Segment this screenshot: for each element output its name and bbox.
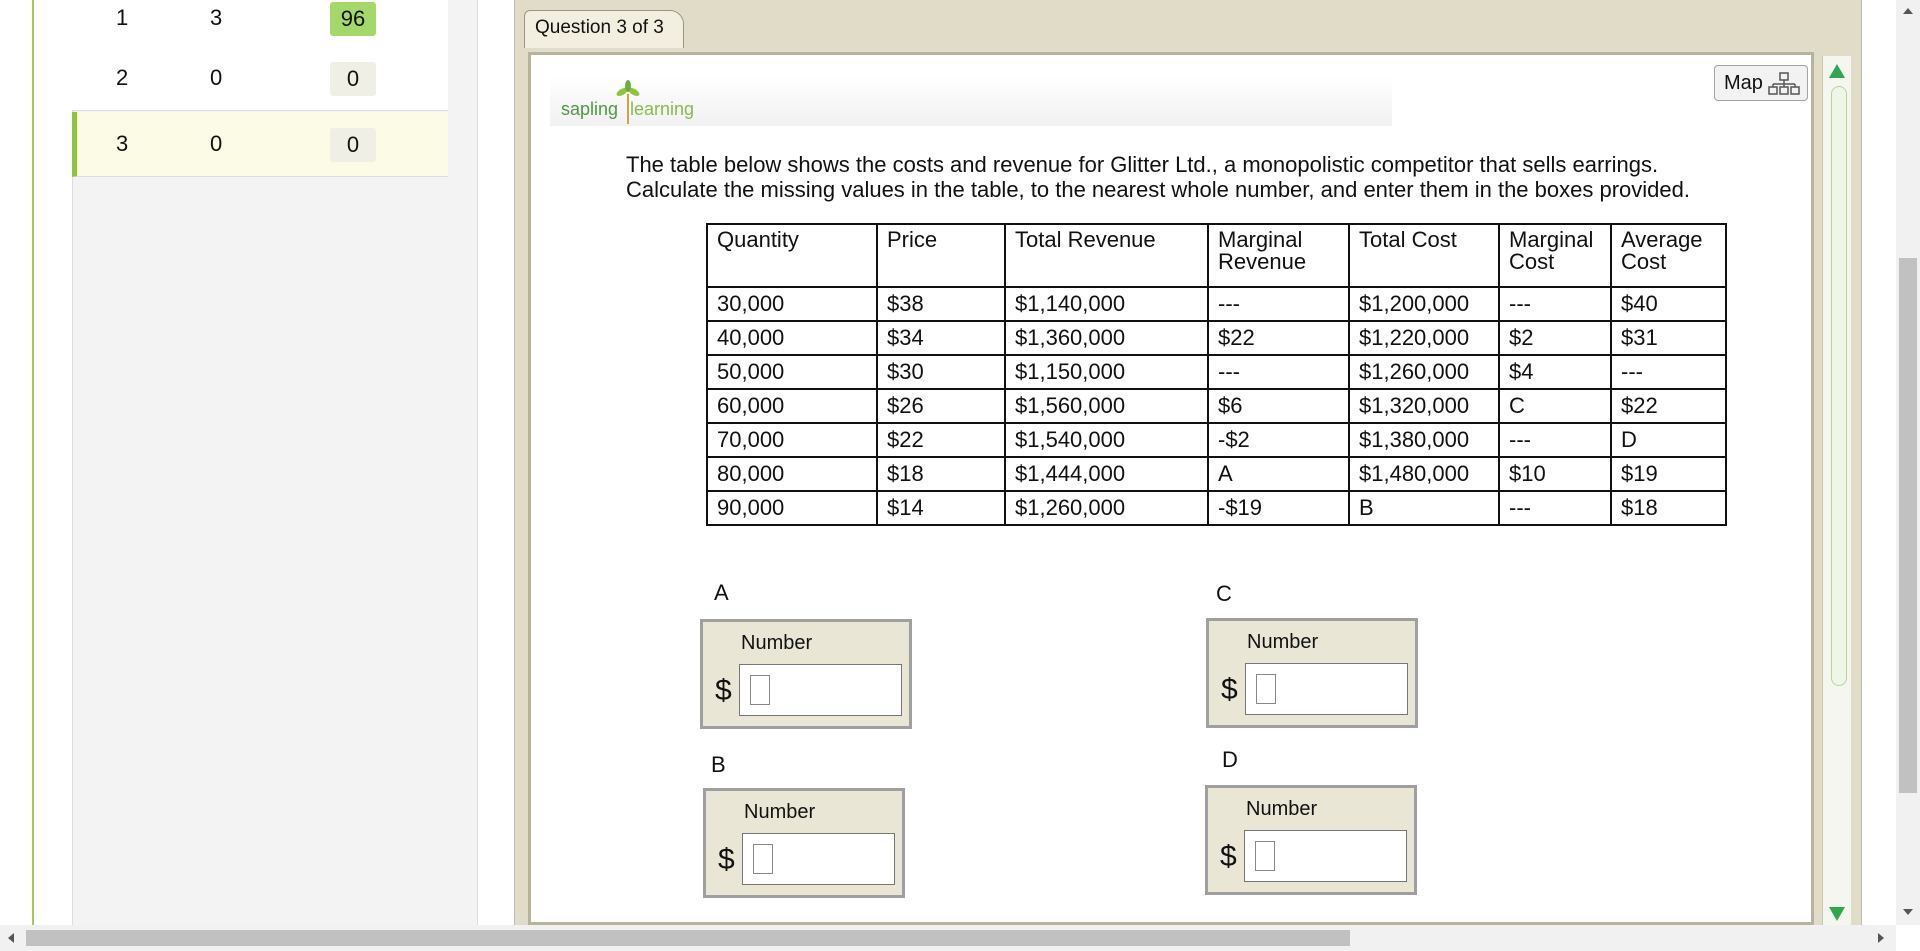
table-row <box>707 423 1726 457</box>
answer-b-label: B <box>711 752 726 777</box>
cost-revenue-table <box>706 223 1727 526</box>
answer-d-input[interactable] <box>1244 830 1407 882</box>
table-cell: 60,000 <box>707 389 877 423</box>
answer-d-box <box>1205 785 1417 895</box>
table-cell: -$19 <box>1208 491 1349 525</box>
table-cell: $1,260,000 <box>1349 355 1499 389</box>
table-cell: $19 <box>1611 457 1726 491</box>
table-cell: $6 <box>1208 389 1349 423</box>
question-tab[interactable]: Question 3 of 3 <box>524 10 684 48</box>
table-cell: $1,320,000 <box>1349 389 1499 423</box>
table-cell: $40 <box>1611 287 1726 321</box>
prompt-line-1: The table below shows the costs and revenue for Glitter Ltd., a monopolistic competitor that sells earrings. <box>626 152 1659 177</box>
table-cell: $1,150,000 <box>1005 355 1208 389</box>
table-cell: --- <box>1208 287 1349 321</box>
table-cell: $1,480,000 <box>1349 457 1499 491</box>
table-cell: $30 <box>877 355 1005 389</box>
table-cell: $38 <box>877 287 1005 321</box>
question-list-row-3[interactable] <box>72 112 448 177</box>
table-row <box>707 389 1726 423</box>
row-score-badge: 0 <box>330 128 376 162</box>
table-row <box>707 321 1726 355</box>
table-cell: $1,200,000 <box>1349 287 1499 321</box>
table-cell: --- <box>1499 423 1611 457</box>
scroll-down-arrow-icon[interactable] <box>1903 909 1913 915</box>
table-row <box>707 491 1726 525</box>
table-cell: $1,444,000 <box>1005 457 1208 491</box>
header-marginal-cost: Marginal Cost <box>1499 224 1611 287</box>
table-row <box>707 355 1726 389</box>
answer-c-box <box>1206 618 1418 728</box>
answer-c-input[interactable] <box>1245 663 1408 715</box>
table-cell: $1,140,000 <box>1005 287 1208 321</box>
header-price: Price <box>877 224 1005 287</box>
header-total-revenue: Total Revenue <box>1005 224 1208 287</box>
table-cell: $22 <box>1208 321 1349 355</box>
table-cell: $1,560,000 <box>1005 389 1208 423</box>
answer-d-label: D <box>1222 747 1238 772</box>
text-caret <box>753 844 773 874</box>
row-tries: 0 <box>210 65 223 90</box>
table-cell: -$2 <box>1208 423 1349 457</box>
currency-symbol: $ <box>1220 840 1237 873</box>
table-cell: $1,260,000 <box>1005 491 1208 525</box>
table-cell: $14 <box>877 491 1005 525</box>
answer-b-box <box>703 788 905 898</box>
table-header-row <box>707 224 1726 287</box>
page-horizontal-scroll-thumb[interactable] <box>26 930 1350 946</box>
header-total-cost: Total Cost <box>1349 224 1499 287</box>
table-cell: $34 <box>877 321 1005 355</box>
row-number: 3 <box>116 131 129 156</box>
table-cell: --- <box>1611 355 1726 389</box>
table-cell: $18 <box>1611 491 1726 525</box>
table-row <box>707 287 1726 321</box>
row-tries: 3 <box>210 5 223 30</box>
map-hierarchy-icon <box>1767 72 1803 96</box>
table-cell: $10 <box>1499 457 1611 491</box>
row-number: 2 <box>116 65 129 90</box>
answer-a-box <box>700 619 912 729</box>
table-cell: $2 <box>1499 321 1611 355</box>
row-score-badge: 96 <box>330 2 376 36</box>
header-quantity: Quantity <box>707 224 877 287</box>
currency-symbol: $ <box>718 843 735 876</box>
table-cell-missing-d: D <box>1611 423 1726 457</box>
number-label: Number <box>744 801 816 823</box>
table-cell: 80,000 <box>707 457 877 491</box>
map-button-label: Map <box>1724 72 1763 94</box>
table-cell: $4 <box>1499 355 1611 389</box>
number-label: Number <box>1246 798 1318 820</box>
table-row <box>707 457 1726 491</box>
question-scroll-thumb[interactable] <box>1831 86 1847 686</box>
map-button[interactable] <box>1714 65 1808 101</box>
table-cell-missing-a: A <box>1208 457 1349 491</box>
text-caret <box>750 675 770 705</box>
table-cell: $22 <box>877 423 1005 457</box>
row-tries: 0 <box>210 131 223 156</box>
answer-c-label: C <box>1216 581 1232 606</box>
table-cell: $1,380,000 <box>1349 423 1499 457</box>
logo-text-learning: learning <box>630 99 695 119</box>
logo-text-sapling: sapling <box>561 99 619 119</box>
number-label: Number <box>741 632 813 654</box>
currency-symbol: $ <box>1221 673 1238 706</box>
text-caret <box>1255 841 1275 871</box>
scroll-up-arrow-icon[interactable] <box>1903 8 1913 14</box>
number-label: Number <box>1247 631 1319 653</box>
table-cell: $1,360,000 <box>1005 321 1208 355</box>
answer-a-label: A <box>714 580 729 605</box>
scroll-left-arrow-icon[interactable] <box>8 933 14 943</box>
table-cell: $31 <box>1611 321 1726 355</box>
question-list-row-1[interactable] <box>72 0 448 51</box>
table-cell: 70,000 <box>707 423 877 457</box>
prompt-line-2: Calculate the missing values in the table, to the nearest whole number, and enter them in the boxes provided. <box>626 177 1690 202</box>
table-cell: $26 <box>877 389 1005 423</box>
page-vertical-scroll-thumb[interactable] <box>1899 258 1917 793</box>
table-cell: $22 <box>1611 389 1726 423</box>
scroll-up-arrow-icon[interactable] <box>1829 64 1845 78</box>
answer-b-input[interactable] <box>742 833 895 885</box>
left-border-strip <box>0 0 34 925</box>
table-cell: $18 <box>877 457 1005 491</box>
table-cell: --- <box>1499 287 1611 321</box>
table-cell: $1,540,000 <box>1005 423 1208 457</box>
header-marginal-revenue: Marginal Revenue <box>1208 224 1349 287</box>
table-cell: 50,000 <box>707 355 877 389</box>
row-score-badge: 0 <box>330 62 376 96</box>
table-cell-missing-b: B <box>1349 491 1499 525</box>
header-average-cost: Average Cost <box>1611 224 1726 287</box>
table-cell-missing-c: C <box>1499 389 1611 423</box>
table-cell: $1,220,000 <box>1349 321 1499 355</box>
page-horizontal-scrollbar[interactable] <box>0 925 1896 951</box>
table-cell: --- <box>1208 355 1349 389</box>
answer-a-input[interactable] <box>739 664 902 716</box>
page-vertical-scrollbar[interactable] <box>1896 0 1920 925</box>
question-prompt <box>626 152 1786 202</box>
row-number: 1 <box>116 5 129 30</box>
table-cell: 40,000 <box>707 321 877 355</box>
table-cell: 30,000 <box>707 287 877 321</box>
scroll-right-arrow-icon[interactable] <box>1878 933 1884 943</box>
scroll-down-arrow-icon[interactable] <box>1829 907 1845 921</box>
currency-symbol: $ <box>715 674 732 707</box>
question-scrollbar[interactable] <box>1822 56 1851 925</box>
question-list-row-2[interactable] <box>72 46 448 111</box>
table-cell: --- <box>1499 491 1611 525</box>
table-cell: 90,000 <box>707 491 877 525</box>
text-caret <box>1256 674 1276 704</box>
